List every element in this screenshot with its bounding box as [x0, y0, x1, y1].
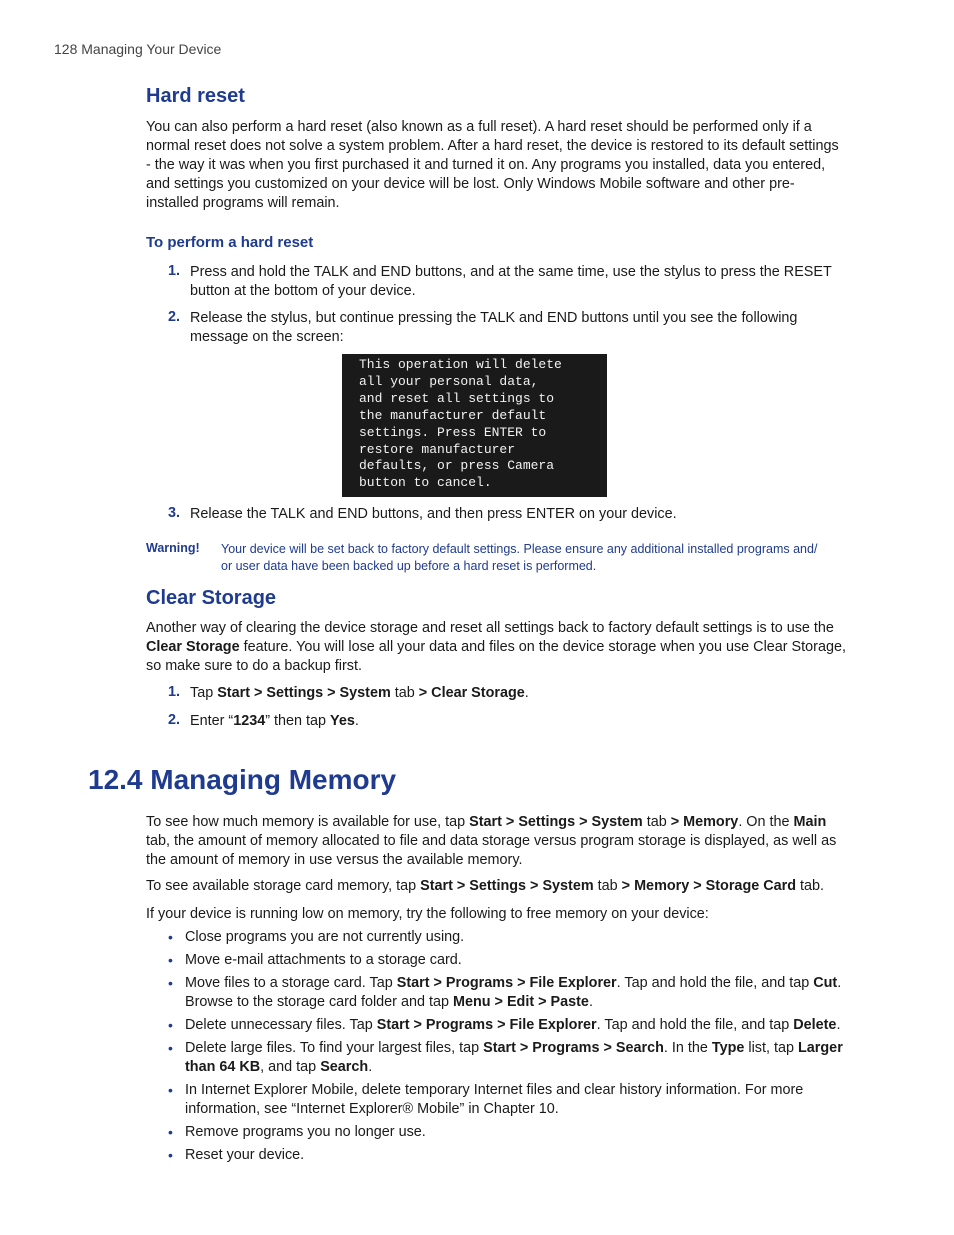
- step-number: 1.: [168, 684, 181, 700]
- intro-line: installed programs will remain.: [146, 195, 340, 211]
- step-number: 2.: [168, 712, 181, 728]
- list-item: Move files to a storage card. Tap Start > Programs > File Explorer. Tap and hold the file, and tap Cut. Browse to the storage card folder and tap Menu > Edit > Paste.: [185, 975, 842, 1010]
- intro-line: and settings you customized on your device will be lost. Only Windows Mobile software and other pre-: [146, 176, 795, 192]
- procedure-heading: To perform a hard reset: [146, 234, 314, 251]
- paragraph-line: tab, the amount of memory allocated to file and data storage versus program storage is displayed, as well as: [146, 833, 837, 849]
- paragraph-line: the amount of memory in use versus the available memory.: [146, 852, 523, 868]
- bullet-icon: •: [168, 975, 173, 991]
- clear-storage-intro: [146, 619, 866, 676]
- warning-line: or user data have been backed up before a hard reset is performed.: [221, 558, 597, 573]
- device-screen-message: [342, 354, 607, 497]
- memory-paragraph-3: If your device is running low on memory, try the following to free memory on your device:: [146, 906, 709, 922]
- intro-line: You can also perform a hard reset (also known as a full reset). A hard reset should be performed only if a: [146, 119, 812, 135]
- intro-line: normal reset does not solve a system problem. After a hard reset, the device is restored to its default settings: [146, 138, 839, 154]
- bullet-icon: •: [168, 952, 173, 968]
- bullet-icon: •: [168, 1147, 173, 1163]
- step-text: [190, 309, 870, 347]
- step-text: [190, 505, 870, 524]
- list-item: Delete large files. To find your largest files, tap Start > Programs > Search. In the Type list, tap Larger than 64 KB, and tap Search.: [185, 1040, 843, 1075]
- memory-paragraph-2: To see available storage card memory, tap Start > Settings > System tab > Memory > Storage Card tab.: [146, 878, 825, 894]
- step-text: [190, 263, 870, 301]
- bullet-icon: •: [168, 1040, 173, 1056]
- step-line: message on the screen:: [190, 329, 344, 345]
- hard-reset-intro: [146, 118, 866, 213]
- hard-reset-heading: Hard reset: [146, 85, 245, 107]
- intro-line: Clear Storage feature. You will lose all your data and files on the device storage when you use Clear Storage,: [146, 639, 846, 655]
- step-number: 1.: [168, 263, 181, 279]
- list-item: Remove programs you no longer use.: [185, 1124, 426, 1140]
- bullet-icon: •: [168, 1017, 173, 1033]
- paragraph-line: To see how much memory is available for use, tap Start > Settings > System tab > Memory. On the Main: [146, 814, 827, 830]
- warning-line: Your device will be set back to factory default settings. Please ensure any additional installed programs and/: [221, 542, 818, 556]
- step-text: Tap Start > Settings > System tab > Clear Storage.: [190, 685, 529, 701]
- bullet-icon: •: [168, 1082, 173, 1098]
- bullet-icon: •: [168, 929, 173, 945]
- section-title: 12.4 Managing Memory: [88, 764, 397, 795]
- screen-message-text: This operation will delete all your personal data, and reset all settings to the manufacturer default settings. Press ENTER to restore manufacturer defaults, or press Camera button to cancel.: [359, 357, 562, 491]
- step-line: Press and hold the TALK and END buttons, and at the same time, use the stylus to press the RESET: [190, 264, 832, 280]
- page-header: 128 Managing Your Device: [54, 41, 222, 57]
- bullet-icon: •: [168, 1124, 173, 1140]
- step-line: Release the TALK and END buttons, and then press ENTER on your device.: [190, 506, 677, 522]
- list-item: Close programs you are not currently using.: [185, 929, 465, 945]
- intro-line: - the way it was when you first purchased it and turned it on. Any programs you installed, data you entered,: [146, 157, 826, 173]
- step-line: button at the bottom of your device.: [190, 283, 416, 299]
- step-number: 2.: [168, 309, 181, 325]
- intro-line: so make sure to do a backup first.: [146, 658, 362, 674]
- list-item: Reset your device.: [185, 1147, 305, 1163]
- clear-storage-heading: Clear Storage: [146, 587, 277, 609]
- step-number: 3.: [168, 505, 181, 521]
- list-item: Delete unnecessary files. Tap Start > Programs > File Explorer. Tap and hold the file, and tap Delete.: [185, 1017, 841, 1033]
- memory-paragraph-1: [146, 813, 866, 870]
- intro-line: Another way of clearing the device storage and reset all settings back to factory default settings is to use the: [146, 620, 834, 636]
- step-line: Release the stylus, but continue pressing the TALK and END buttons until you see the following: [190, 310, 798, 326]
- step-text: Enter “1234” then tap Yes.: [190, 713, 359, 729]
- warning-label: Warning!: [146, 541, 200, 555]
- warning-text: [221, 541, 855, 574]
- list-item: In Internet Explorer Mobile, delete temporary Internet files and clear history information. For more information, see “Internet Explorer® Mobile” in Chapter 10.: [185, 1082, 804, 1117]
- list-item: Move e-mail attachments to a storage card.: [185, 952, 462, 968]
